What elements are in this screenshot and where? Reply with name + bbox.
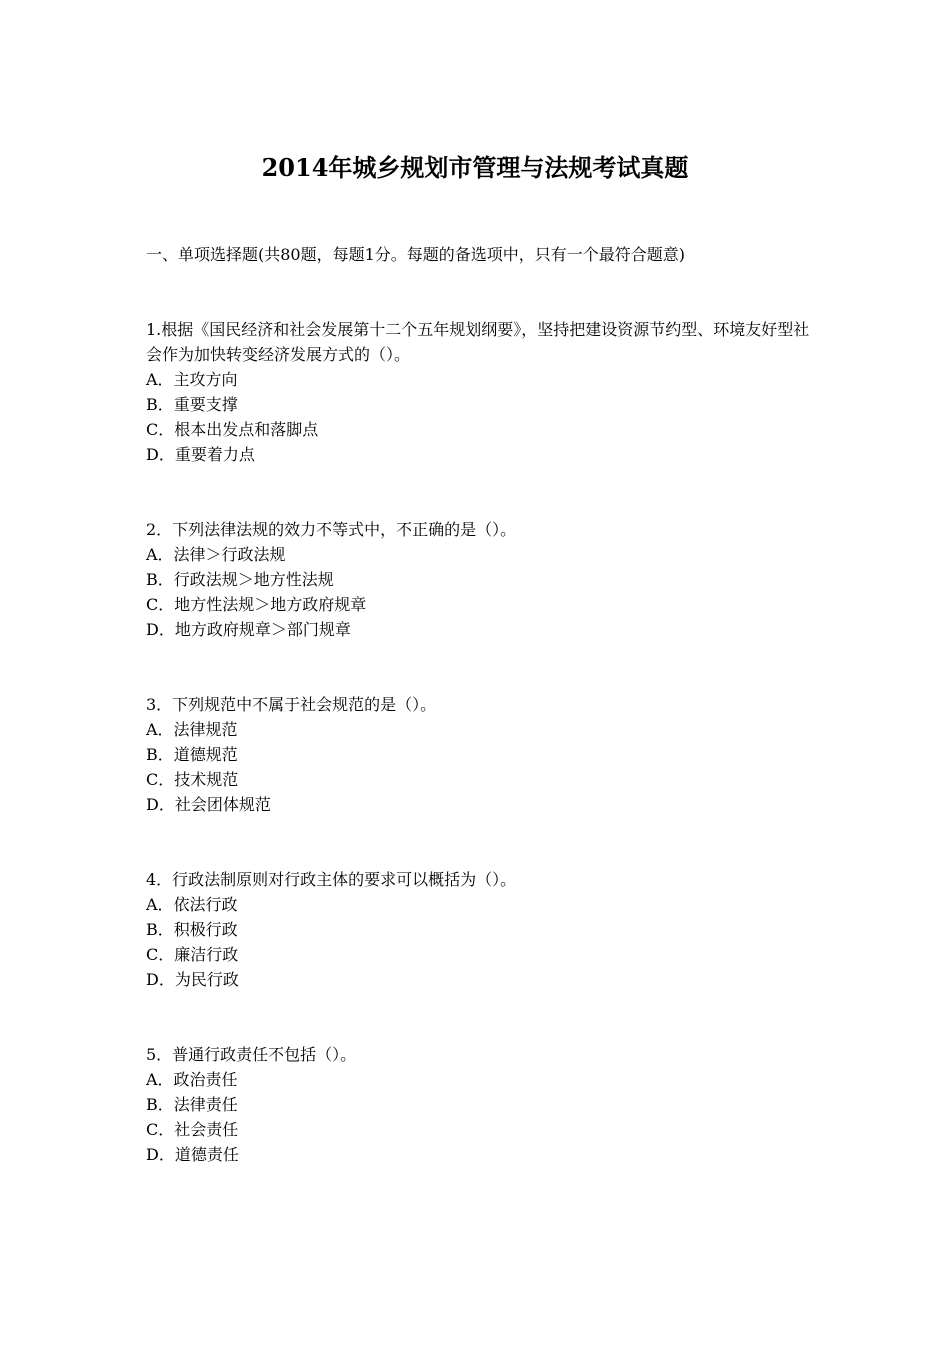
- option-a: A．主攻方向: [146, 370, 238, 389]
- option-c: C．技术规范: [146, 770, 239, 789]
- option-b: B．行政法规＞地方性法规: [146, 570, 334, 589]
- option-d: D．为民行政: [146, 970, 239, 989]
- option-b: B．重要支撑: [146, 395, 238, 414]
- option-a: A．法律＞行政法规: [146, 545, 286, 564]
- option-c: C．廉洁行政: [146, 945, 239, 964]
- question-5: [146, 1042, 816, 1167]
- option-d: D．道德责任: [146, 1145, 239, 1164]
- option-d: D．社会团体规范: [146, 795, 271, 814]
- option-b: B．道德规范: [146, 745, 238, 764]
- option-a: A．政治责任: [146, 1070, 238, 1089]
- question-stem: 3．下列规范中不属于社会规范的是（）。: [146, 695, 437, 714]
- option-c: C．根本出发点和落脚点: [146, 420, 319, 439]
- option-a: A．依法行政: [146, 895, 238, 914]
- question-stem: 2．下列法律法规的效力不等式中，不正确的是（）。: [146, 520, 517, 539]
- option-b: B．法律责任: [146, 1095, 238, 1114]
- question-3: [146, 692, 816, 817]
- option-b: B．积极行政: [146, 920, 238, 939]
- question-stem: 1.根据《国民经济和社会发展第十二个五年规划纲要》，坚持把建设资源节约型、环境友好型社会作为加快转变经济发展方式的（）。: [146, 320, 810, 364]
- document-title: 2014年城乡规划市管理与法规考试真题: [261, 153, 689, 182]
- option-d: D．地方政府规章＞部门规章: [146, 620, 351, 639]
- section-heading: 一、单项选择题(共80题，每题1分。每题的备选项中，只有一个最符合题意): [146, 245, 686, 264]
- option-list: [146, 892, 816, 992]
- option-list: [146, 717, 816, 817]
- question-1: [146, 317, 816, 467]
- question-4: [146, 867, 816, 992]
- question-stem: 4．行政法制原则对行政主体的要求可以概括为（）。: [146, 870, 517, 889]
- option-list: [146, 542, 816, 642]
- option-a: A．法律规范: [146, 720, 238, 739]
- option-list: [146, 367, 816, 467]
- option-d: D．重要着力点: [146, 445, 255, 464]
- option-c: C．社会责任: [146, 1120, 239, 1139]
- option-c: C．地方性法规＞地方政府规章: [146, 595, 367, 614]
- question-stem: 5．普通行政责任不包括（）。: [146, 1045, 357, 1064]
- question-2: [146, 517, 816, 642]
- option-list: [146, 1067, 816, 1167]
